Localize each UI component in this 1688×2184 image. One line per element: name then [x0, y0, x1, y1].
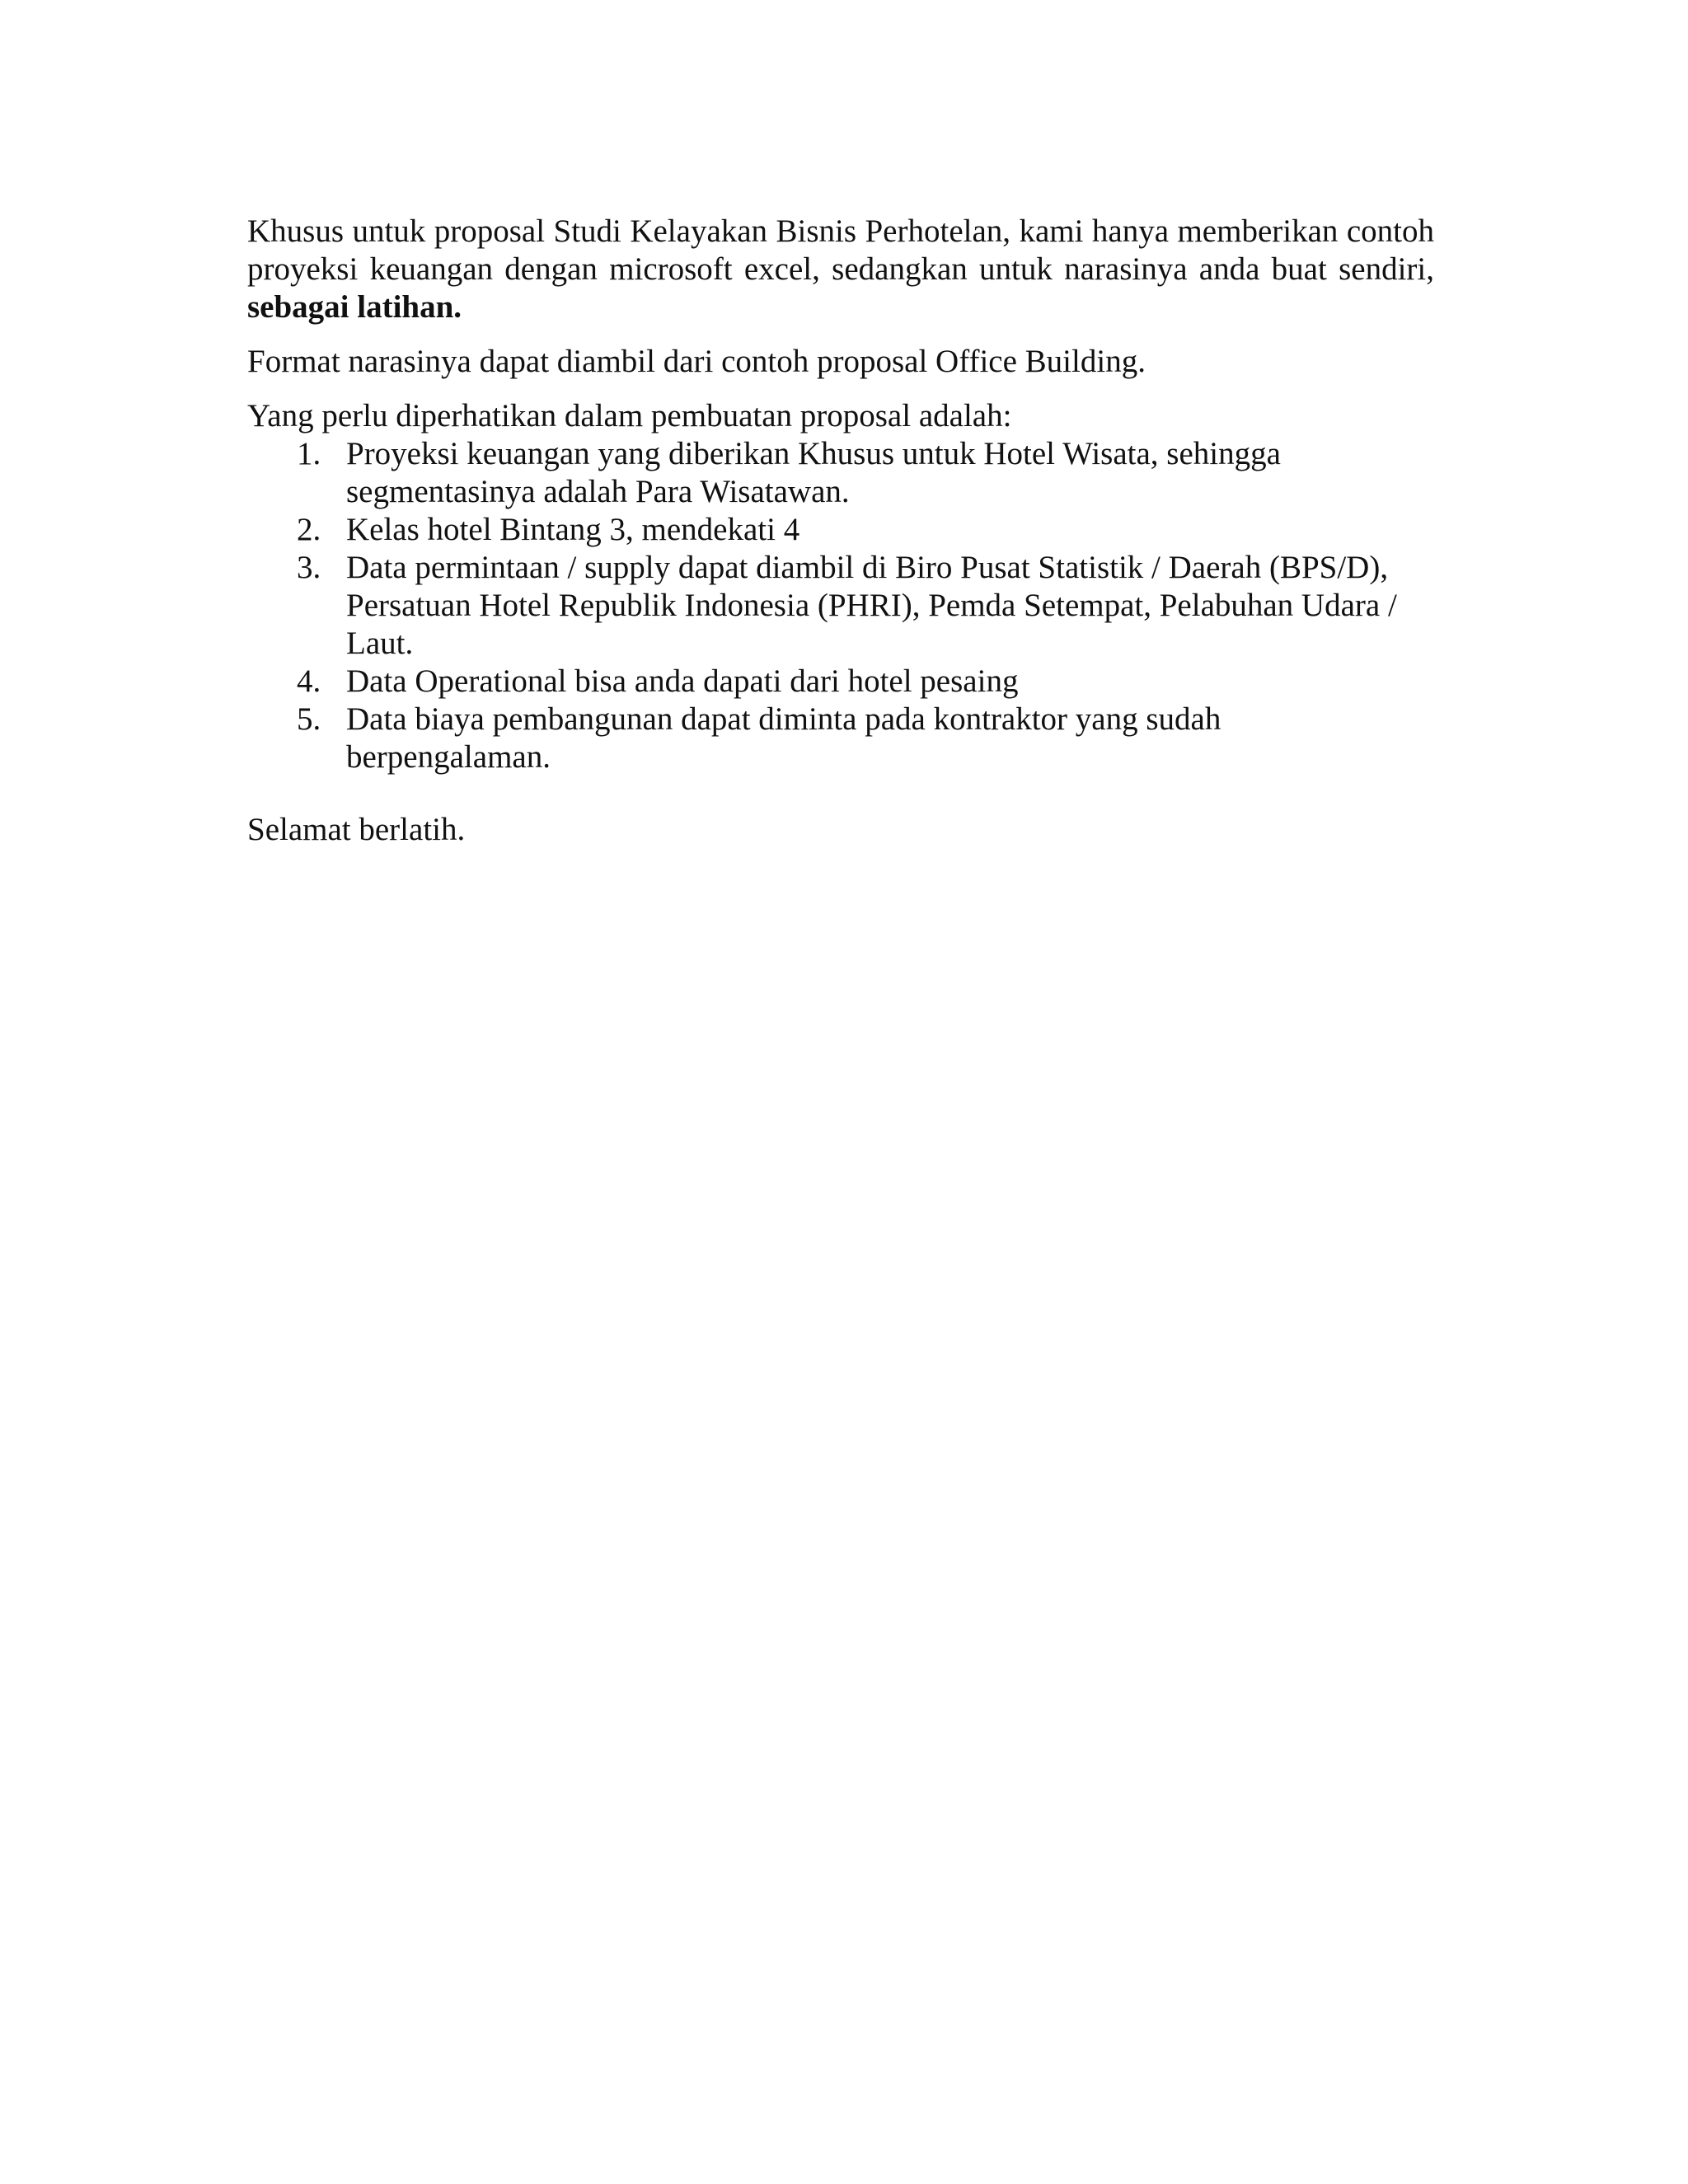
list-item — [247, 663, 1434, 701]
list-item-number: 1. — [297, 436, 321, 471]
list-heading: Yang perlu diperhatikan dalam pembuatan proposal adalah: — [247, 398, 1012, 434]
list-item — [247, 435, 1434, 511]
list-item-number: 4. — [297, 663, 321, 699]
list-item-text: Proyeksi keuangan yang diberikan Khusus untuk Hotel Wisata, sehingga segmentasinya adalah Para Wisatawan. — [346, 436, 1281, 509]
list-item — [247, 511, 1434, 549]
list-item-text: Kelas hotel Bintang 3, mendekati 4 — [346, 512, 800, 547]
list-item-text: Data biaya pembangunan dapat diminta pada kontraktor yang sudah berpengalaman. — [346, 701, 1221, 775]
list-item-number: 3. — [297, 550, 321, 585]
document-body — [247, 213, 1434, 849]
format-note-paragraph: Format narasinya dapat diambil dari contoh proposal Office Building. — [247, 344, 1146, 379]
list-item-text: Data Operational bisa anda dapati dari hotel pesaing — [346, 663, 1019, 699]
list-item-text: Data permintaan / supply dapat diambil di Biro Pusat Statistik / Daerah (BPS/D), Persatuan Hotel Republik Indonesia (PHRI), Pemda Setempat, Pelabuhan Udara / Laut. — [346, 550, 1397, 661]
list-item — [247, 549, 1434, 663]
intro-bold-text: sebagai latihan. — [247, 289, 462, 325]
list-item-number: 5. — [297, 701, 321, 737]
list-item-number: 2. — [297, 512, 321, 547]
list-item — [247, 701, 1434, 776]
closing-text: Selamat berlatih. — [247, 812, 466, 847]
requirements-list — [247, 435, 1434, 776]
intro-text: Khusus untuk proposal Studi Kelayakan Bisnis Perhotelan, kami hanya memberikan contoh proyeksi keuangan dengan microsoft excel, sedangkan untuk narasinya anda buat sendiri, — [247, 213, 1434, 287]
intro-paragraph — [247, 213, 1434, 326]
